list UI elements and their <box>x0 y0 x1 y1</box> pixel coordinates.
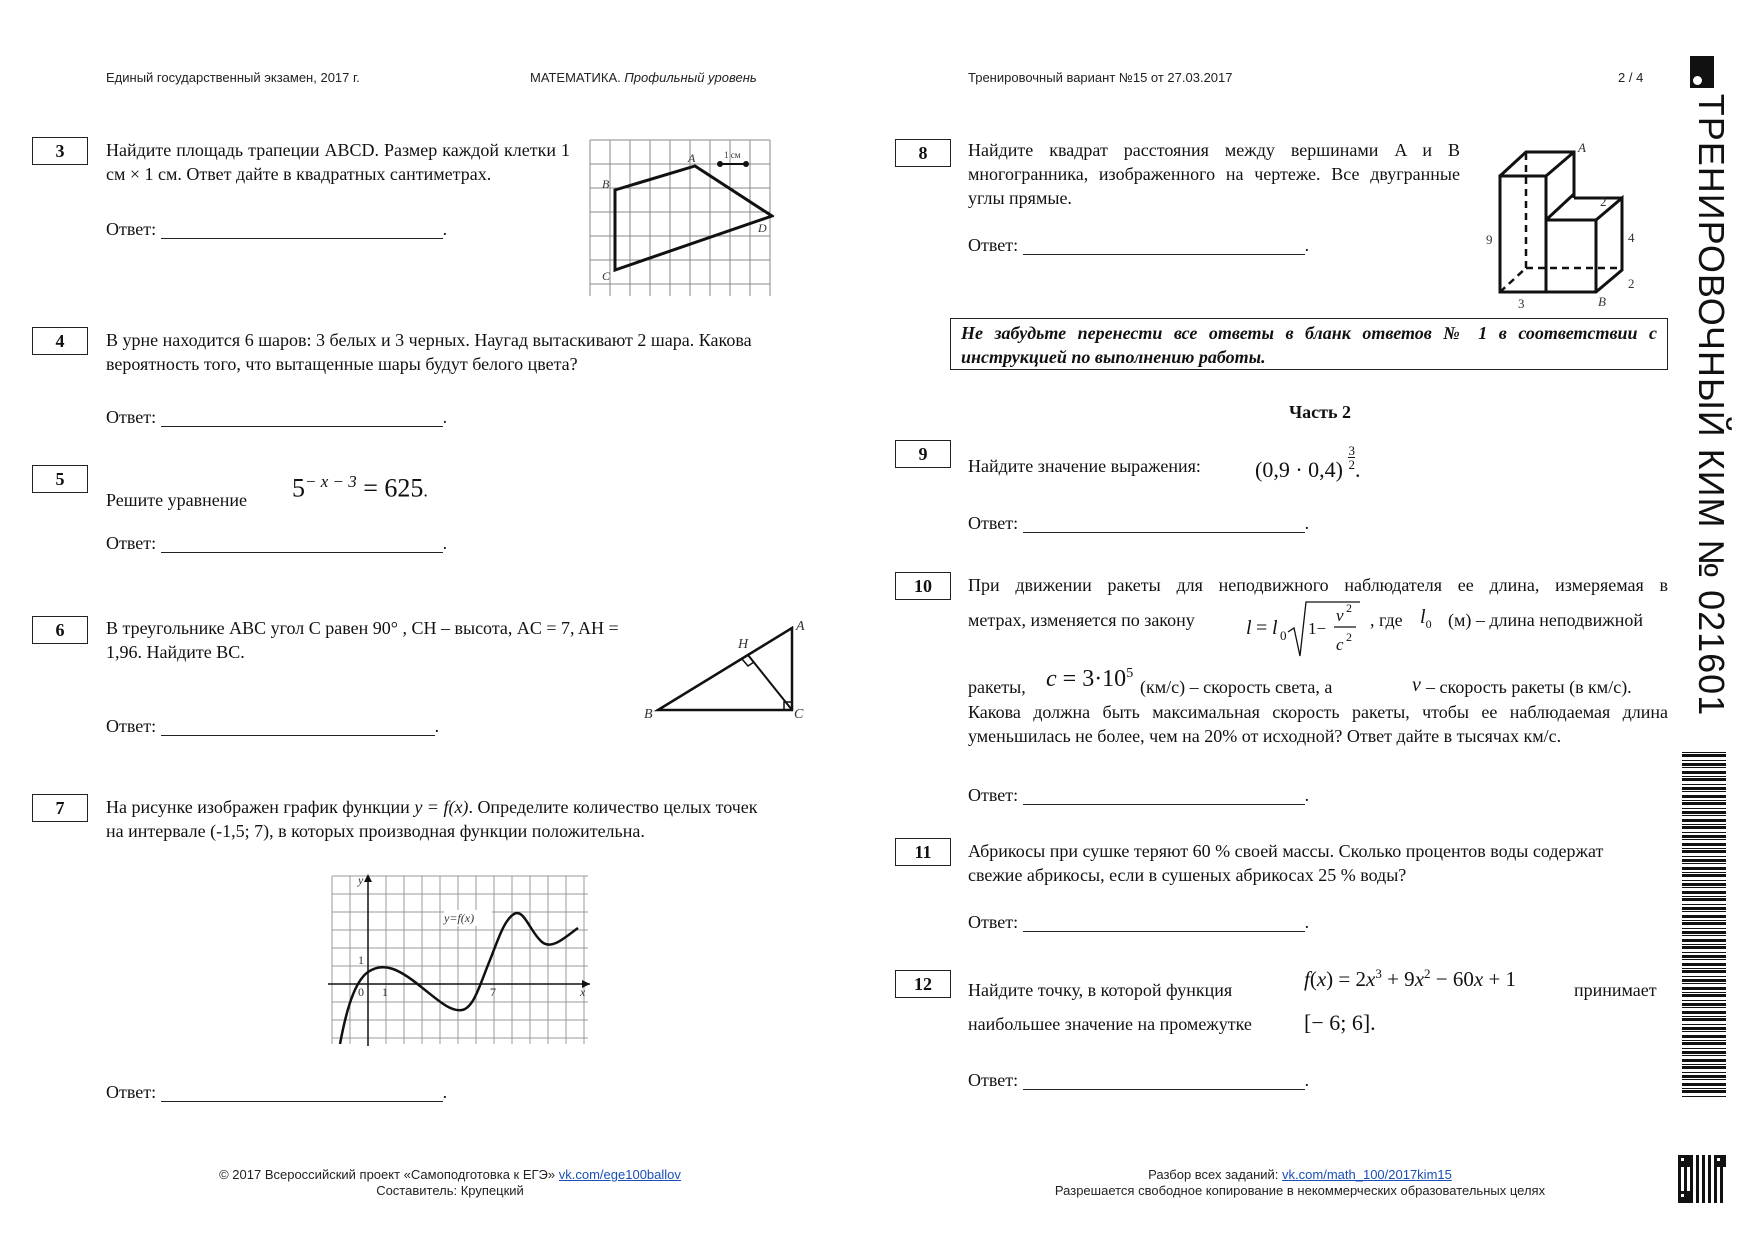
task-5-number: 5 <box>32 465 88 493</box>
task-12-function: $f(x) = 2x^3 + 9x^2 - 60x + 1$ <box>1304 966 1517 991</box>
graph-zero-label: 0 <box>358 985 364 999</box>
trap-unit-label: 1 см <box>724 150 741 160</box>
function-graph <box>328 872 592 1048</box>
graph-seven-label: 7 <box>490 985 496 999</box>
task-10-line-2a: метрах, изменяется по закону <box>968 610 1195 630</box>
task-9-number: 9 <box>895 440 951 468</box>
task-9-answer[interactable]: Ответ: . <box>968 513 1310 533</box>
tri-label-b: B <box>644 707 653 722</box>
task-10-number: 10 <box>895 572 951 600</box>
barcode <box>1680 752 1730 1100</box>
graph-fx-label: y=f(x) <box>444 911 475 925</box>
task-10-answer[interactable]: Ответ: . <box>968 785 1310 805</box>
task-4-text: В урне находится 6 шаров: 3 белых и 3 черных. Наугад вытаскивают 2 шара. Какова вероятность того, что вытащенные шары будут белого цвета? <box>106 330 752 374</box>
graph-x-label: x <box>580 985 586 999</box>
tri-label-h: H <box>738 637 749 652</box>
task-11-answer[interactable]: Ответ: . <box>968 912 1310 932</box>
task-12-answer[interactable]: Ответ: . <box>968 1070 1310 1090</box>
svg-text:2: 2 <box>1346 630 1352 644</box>
task-7-number: 7 <box>32 794 88 822</box>
footer-right: Разбор всех заданий: vk.com/math_100/2017kim15 Разрешается свободное копирование в некоммерческих образовательных целях <box>1000 1167 1600 1199</box>
task-10-line-3a: ракеты, <box>968 677 1026 697</box>
page-number: 2 / 4 <box>1618 70 1644 85</box>
svg-text:l: l <box>1272 617 1278 639</box>
task-10-line-2c: (м) – длина неподвижной <box>1448 610 1644 630</box>
side-title: ТРЕНИРОВОЧНЫЙ КИМ № 021601 <box>1691 93 1732 717</box>
trapezoid-shape <box>615 166 772 270</box>
footer-right-link[interactable]: vk.com/math_100/2017kim15 <box>1282 1167 1452 1182</box>
task-10-text: Какова должна быть максимальная скорость ракеты, чтобы ее наблюдаемая длина уменьшилась не более, чем на 20% от исходной? Ответ дайте в тысячах км/с. <box>968 702 1668 746</box>
task-6-text: В треугольнике ABC угол C равен 90° , CH – высота, AC = 7, AH = 1,96. Найдите BC. <box>106 618 619 662</box>
task-10-line-3c: – скорость ракеты (в км/с). <box>1426 677 1632 697</box>
graph-one-x-label: 1 <box>382 985 388 999</box>
answer-transfer-reminder: Не забудьте перенести все ответы в бланк ответов № 1 в соответствии с инструкцией по выполнению работы. <box>950 318 1668 370</box>
task-8-number: 8 <box>895 139 951 167</box>
task-3-answer[interactable]: Ответ: . <box>106 219 448 239</box>
task-10-v: v <box>1412 674 1421 696</box>
task-3-text: Найдите площадь трапеции ABCD. Размер каждой клетки 1 см × 1 см. Ответ дайте в квадратных сантиметрах. <box>106 140 570 184</box>
task-10-line-1: При движении ракеты для неподвижного наблюдателя ее длина, измеряемая в <box>968 575 1668 595</box>
task-5-answer[interactable]: Ответ: . <box>106 533 448 553</box>
svg-text:=: = <box>1256 617 1268 639</box>
task-12-number: 12 <box>895 970 951 998</box>
poly-label-a: A <box>1578 140 1586 155</box>
footer-author: Составитель: Крупецкий <box>376 1183 524 1198</box>
poly-dim-3: 3 <box>1518 296 1525 310</box>
trap-label-c: C <box>602 269 611 283</box>
task-7-answer[interactable]: Ответ: . <box>106 1082 448 1102</box>
task-10-line-3b: (км/с) – скорость света, а <box>1140 677 1333 697</box>
polyhedron-figure <box>1486 138 1664 310</box>
poly-dim-2-bottom: 2 <box>1628 276 1635 291</box>
task-10-length-formula <box>1244 594 1368 658</box>
task-11-number: 11 <box>895 838 951 866</box>
task-4-answer[interactable]: Ответ: . <box>106 407 448 427</box>
poly-dim-4: 4 <box>1628 230 1635 245</box>
task-8-answer[interactable]: Ответ: . <box>968 235 1310 255</box>
task-12-line-1a: Найдите точку, в которой функция <box>968 980 1233 1000</box>
poly-dim-2-top: 2 <box>1600 194 1607 209</box>
svg-text:l: l <box>1246 617 1252 639</box>
task-11-text: Абрикосы при сушке теряют 60 % своей массы. Сколько процентов воды содержат свежие абрикосы, если в сушеных абрикосах 25 % воды? <box>968 841 1604 885</box>
graph-y-label: y <box>358 873 364 887</box>
task-9-expression: (0,9 · 0,4) $\frac{3}{2}$ . <box>1255 443 1361 482</box>
graph-one-y-label: 1 <box>358 953 364 967</box>
header-level: Профильный уровень <box>624 70 757 85</box>
header-variant: Тренировочный вариант №15 от 27.03.2017 <box>968 70 1233 85</box>
task-5-text: Решите уравнение <box>106 490 247 510</box>
footer-left: © 2017 Всероссийский проект «Самоподготовка к ЕГЭ» vk.com/ege100ballov Составитель: Крупецкий <box>150 1167 750 1199</box>
svg-text:0: 0 <box>1280 628 1287 643</box>
task-12-line-2: наибольшее значение на промежутке <box>968 1014 1252 1034</box>
header-subject <box>530 70 757 85</box>
task-6-number: 6 <box>32 616 88 644</box>
footer-left-link[interactable]: vk.com/ege100ballov <box>558 1167 681 1182</box>
part-2-heading: Часть 2 <box>1288 402 1352 422</box>
task-6-answer[interactable]: Ответ: . <box>106 716 440 736</box>
task-10-l0: $l_0$ <box>1420 606 1432 631</box>
svg-text:2: 2 <box>1346 601 1352 615</box>
task-10-speed-of-light: $c = 3\cdot 10^5$ <box>1046 666 1134 692</box>
task-12-line-1b: принимает <box>1574 980 1657 1000</box>
svg-text:c: c <box>1336 635 1344 654</box>
function-curve <box>340 913 578 1044</box>
svg-text:1−: 1− <box>1308 619 1327 638</box>
task-7-text: На рисунке изображен график функции y = f(x). Определите количество целых точек на интервале (-1,5; 7), в которых производная функции положительна. <box>106 797 758 841</box>
task-4-number: 4 <box>32 327 88 355</box>
task-12-interval: [− 6; 6]. <box>1304 1010 1376 1035</box>
footer-note: Разрешается свободное копирование в некоммерческих образовательных целях <box>1054 1183 1546 1198</box>
trap-label-a: A <box>688 151 696 165</box>
tri-label-c: C <box>794 707 804 722</box>
header-exam: Единый государственный экзамен, 2017 г. <box>106 70 360 85</box>
tri-label-a: A <box>796 619 805 634</box>
corner-mark <box>1690 56 1714 88</box>
task-10-line-2b: , где <box>1370 610 1403 630</box>
poly-dim-9: 9 <box>1486 232 1493 247</box>
svg-text:v: v <box>1336 606 1344 625</box>
trapezoid-figure <box>588 138 774 298</box>
poly-label-b: B <box>1598 294 1606 309</box>
task-5-equation: $5^{- x - 3} = 625$. <box>292 472 428 503</box>
task-3-number: 3 <box>32 137 88 165</box>
task-7-function: y = f(x) <box>414 797 469 817</box>
task-8-text: Найдите квадрат расстояния между вершинами A и B многогранника, изображенного на чертеже. Все двугранные углы прямые. <box>968 140 1460 208</box>
triangle-figure <box>644 612 814 722</box>
qr-code <box>1678 1155 1726 1203</box>
task-9-text: Найдите значение выражения: <box>968 456 1201 476</box>
header-subject-name: МАТЕМАТИКА. <box>530 70 621 85</box>
trap-label-b: B <box>602 177 610 191</box>
trap-label-d: D <box>758 221 767 235</box>
